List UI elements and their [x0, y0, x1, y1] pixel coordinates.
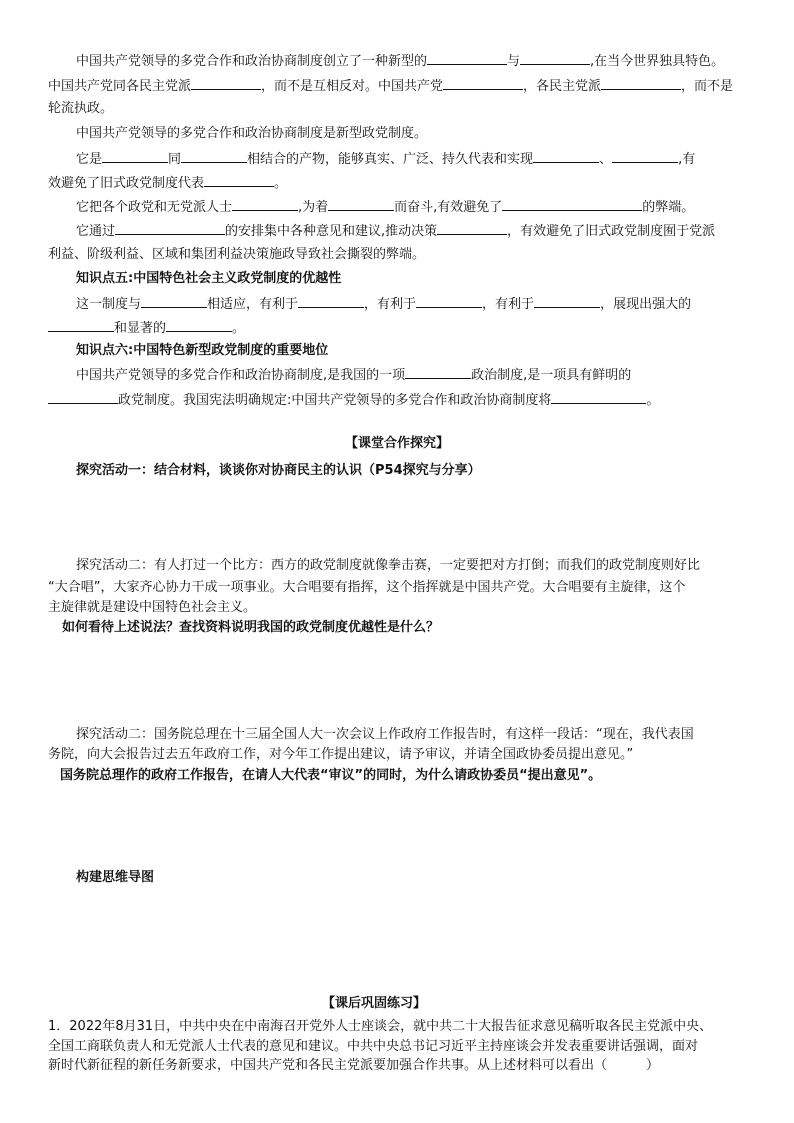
paragraph: 这一制度与 相适应，有利于 ，有利于 ，有利于 ，展现出强大的: [76, 293, 748, 315]
mindmap-heading: 构建思维导图: [76, 870, 155, 885]
paragraph: 和显著的 。: [48, 317, 748, 339]
activity-two-text: “大合唱”，大家齐心协力干成一项事业。大合唱要有指挥，这个指挥就是中国共产党。大合唱要有主旋律，这个: [48, 580, 686, 595]
fill-blank[interactable]: [601, 75, 681, 90]
paragraph: 它把各个政党和无党派人士 ,为着 而奋斗,有效避免了 的弊端。: [76, 196, 748, 218]
activity-three-text: 探究活动二：国务院总理在十三届全国人大一次会议上作政府工作报告时，有这样一段话：“现在，我代表国: [76, 727, 694, 742]
paragraph: 它是 同 相结合的产物，能够真实、广泛、持久代表和实现 、 ,有: [76, 148, 748, 170]
fill-blank[interactable]: [141, 293, 207, 308]
paragraph: 中国共产党领导的多党合作和政治协商制度是新型政党制度。: [76, 126, 428, 141]
question-text: 1．2022年8月31日，中共中央在中南海召开党外人士座谈会，就中共二十大报告征求意见稿听取各民主党派中央、: [48, 1019, 713, 1034]
fill-blank[interactable]: [551, 389, 646, 404]
paragraph: 中国共产党领导的多党合作和政治协商制度创立了一种新型的 与 ,在当今世界独具特色。: [76, 50, 748, 72]
paragraph: 利益、阶级利益、区域和集团利益决策施政导致社会撕裂的弊端。: [48, 247, 426, 262]
paragraph: 它通过 的安排集中各种意见和建议,推动决策 ，有效避免了旧式政党制度囿于党派: [76, 220, 748, 242]
fill-blank[interactable]: [427, 50, 507, 65]
fill-blank[interactable]: [298, 293, 364, 308]
fill-blank[interactable]: [437, 220, 507, 235]
activity-two-text: 探究活动二：有人打过一个比方：西方的政党制度就像拳击赛，一定要把对方打倒；而我们的政党制度则好比: [76, 558, 701, 573]
fill-blank[interactable]: [48, 389, 118, 404]
paragraph: 效避免了旧式政党制度代表 。: [48, 172, 748, 194]
fill-blank[interactable]: [166, 317, 232, 332]
question-text: 新时代新征程的新任务新要求，中国共产党和各民主党派要加强合作共事。从上述材料可以看出（ ）: [48, 1058, 660, 1073]
fill-blank[interactable]: [416, 293, 482, 308]
fill-blank[interactable]: [612, 148, 678, 163]
fill-blank[interactable]: [520, 50, 590, 65]
activity-one: 探究活动一：结合材料，谈谈你对协商民主的认识（P54探究与分享）: [76, 463, 481, 478]
fill-blank[interactable]: [502, 196, 642, 211]
fill-blank[interactable]: [181, 148, 247, 163]
activity-three-text: 务院，向大会报告过去五年政府工作，对今年工作提出建议，请予审议，并请全国政协委员提出意见。”: [48, 747, 634, 762]
activity-three-question: 国务院总理作的政府工作报告，在请人大代表“审议”的同时，为什么请政协委员“提出意见”。: [60, 768, 602, 783]
section-title: 【课堂合作探究】: [344, 436, 449, 451]
paragraph: 中国共产党同各民主党派 ，而不是互相反对。中国共产党 ，各民主党派 ，而不是: [48, 75, 748, 97]
activity-two-text: 主旋律就是建设中国特色社会主义。: [48, 600, 257, 615]
fill-blank[interactable]: [534, 293, 600, 308]
activity-two-question: 如何看待上述说法？查找资料说明我国的政党制度优越性是什么？: [62, 620, 440, 635]
fill-blank[interactable]: [204, 172, 274, 187]
paragraph: 轮流执政。: [48, 101, 114, 116]
question-text: 全国工商联负责人和无党派人士代表的意见和建议。中共中央总书记习近平主持座谈会并发表重要讲话强调，面对: [48, 1039, 699, 1054]
fill-blank[interactable]: [405, 364, 471, 379]
section-title: 【课后巩固练习】: [322, 996, 427, 1011]
section-heading: 知识点六:中国特色新型政党制度的重要地位: [76, 343, 329, 358]
paragraph: 中国共产党领导的多党合作和政治协商制度,是我国的一项 政治制度,是一项具有鲜明的: [76, 364, 748, 386]
fill-blank[interactable]: [191, 75, 261, 90]
fill-blank[interactable]: [115, 220, 225, 235]
section-heading: 知识点五:中国特色社会主义政党制度的优越性: [76, 271, 342, 286]
fill-blank[interactable]: [328, 196, 394, 211]
fill-blank[interactable]: [48, 317, 114, 332]
fill-blank[interactable]: [443, 75, 523, 90]
fill-blank[interactable]: [232, 196, 298, 211]
fill-blank[interactable]: [533, 148, 599, 163]
paragraph: 政党制度。我国宪法明确规定:中国共产党领导的多党合作和政治协商制度将 。: [48, 389, 748, 411]
fill-blank[interactable]: [102, 148, 168, 163]
